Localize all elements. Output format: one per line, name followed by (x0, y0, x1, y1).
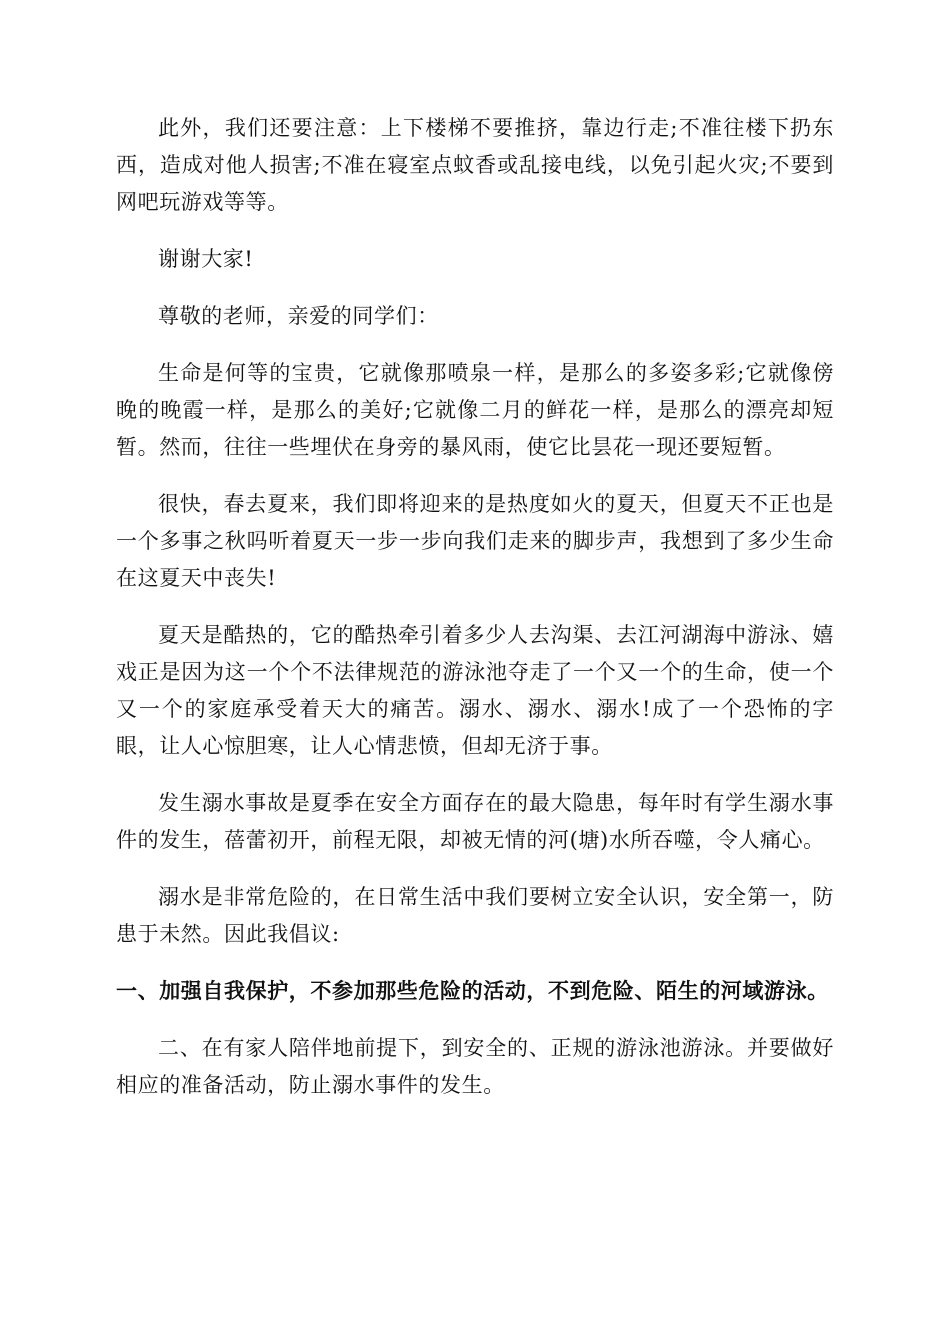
paragraph-drowning-accidents: 发生溺水事故是夏季在安全方面存在的最大隐患，每年时有学生溺水事件的发生，蓓蕾初开，前程无限，却被无情的河(塘)水所吞噬，令人痛心。 (116, 791, 834, 852)
paragraph-summer-coming: 很快，春去夏来，我们即将迎来的是热度如火的夏天，但夏天不正也是一个多事之秋吗听着夏天一步一步向我们走来的脚步声，我想到了多少生命在这夏天中丧失! (116, 492, 834, 590)
paragraph-safety-notes: 此外，我们还要注意：上下楼梯不要推挤，靠边行走;不准往楼下扔东西，造成对他人损害;不准在寝室点蚊香或乱接电线，以免引起火灾;不要到网吧玩游戏等等。 (116, 116, 834, 214)
paragraph-summer-hot: 夏天是酷热的，它的酷热牵引着多少人去沟渠、去江河湖海中游泳、嬉戏正是因为这一个个不法律规范的游泳池夺走了一个又一个的生命，使一个又一个的家庭承受着天大的痛苦。溺水、溺水、溺水!成了一个恐怖的字眼，让人心惊胆寒，让人心情悲愤，但却无济于事。 (116, 623, 834, 758)
document-page (116, 110, 834, 1124)
paragraph-proposal-two: 二、在有家人陪伴地前提下，到安全的、正规的游泳池游泳。并要做好相应的准备活动，防止溺水事件的发生。 (116, 1036, 834, 1097)
paragraph-drowning-danger: 溺水是非常危险的，在日常生活中我们要树立安全认识，安全第一，防患于未然。因此我倡议: (116, 885, 834, 946)
paragraph-proposal-one: 一、加强自我保护，不参加那些危险的活动，不到危险、陌生的河域游泳。 (116, 979, 829, 1003)
paragraph-greeting: 尊敬的老师，亲爱的同学们： (158, 304, 439, 328)
paragraph-thanks: 谢谢大家! (158, 247, 254, 271)
paragraph-life-precious: 生命是何等的宝贵，它就像那喷泉一样，是那么的多姿多彩;它就像傍晚的晚霞一样，是那么的美好;它就像二月的鲜花一样，是那么的漂亮却短暂。然而，往往一些埋伏在身旁的暴风雨，使它比昙花一现还要短暂。 (116, 361, 834, 459)
